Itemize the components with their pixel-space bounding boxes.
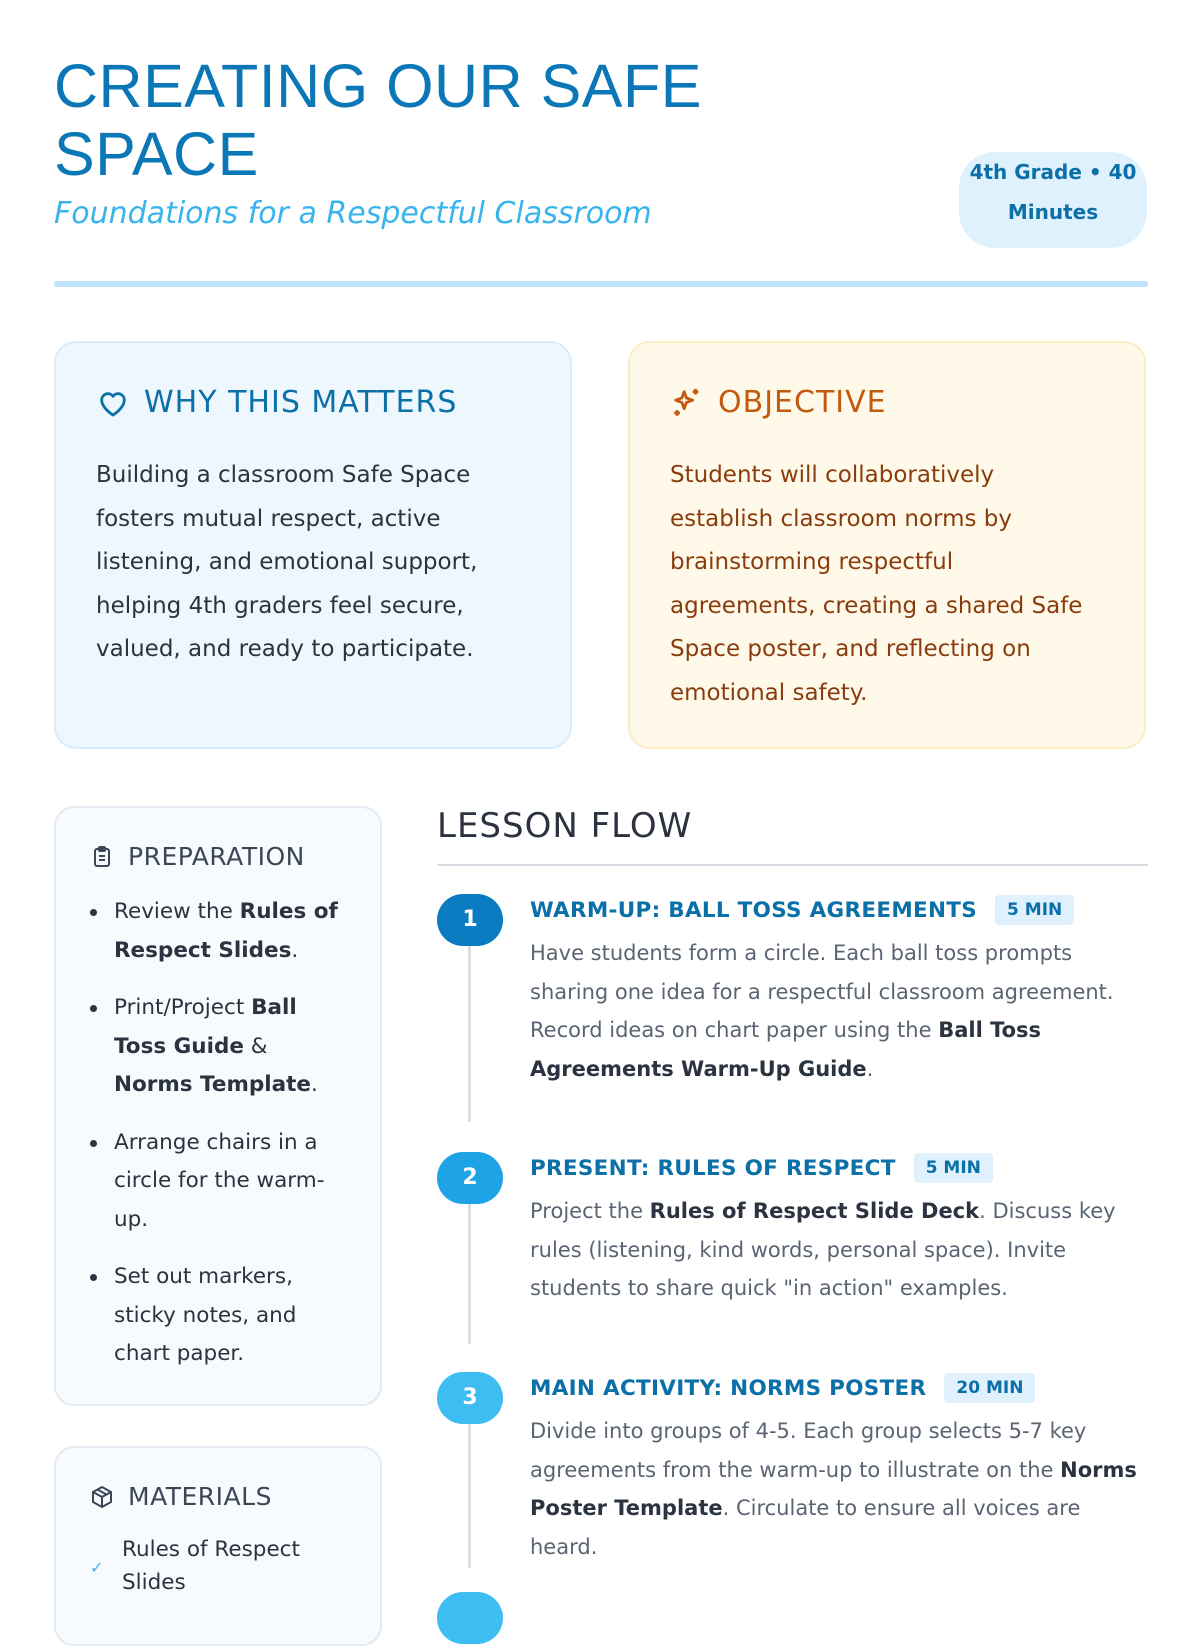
prep-item-text: Review the [114,899,240,924]
step-header [530,1152,1148,1184]
preparation-panel [54,806,382,1406]
lesson-flow-divider [437,864,1148,866]
prep-item-bold: Rules of Respect Slides [114,899,338,963]
step-description [530,934,1148,1088]
step-desc-text: . [866,1056,874,1081]
why-card-body: Building a classroom Safe Space fosters mutual respect, active listening, and emotional support, helping 4th graders feel secure, valued, and ready to participate. [96,462,478,662]
step-timeline-line [468,1424,471,1568]
step-content [530,1152,1148,1308]
objective-card-header [670,385,1104,420]
step-description [530,1192,1148,1308]
why-this-matters-card [54,341,572,749]
objective-card-body: Students will collaboratively establish classroom norms by brainstorming respectful agreements, creating a shared Safe Space poster, and reflecting on emotional safety. [670,462,1083,706]
prep-item-bold: Ball Toss Guide [114,995,297,1059]
lesson-step [437,1592,1148,1632]
materials-header [90,1482,346,1511]
grade-duration-badge [959,152,1147,248]
prep-item-text: Print/Project [114,995,252,1020]
step-description [530,1412,1148,1566]
prep-item-text: Set out markers, sticky notes, and chart paper. [114,1264,297,1366]
lesson-step [437,1152,1148,1348]
prep-item-text: Arrange chairs in a circle for the warm-up. [114,1129,325,1232]
clipboard-icon [90,845,114,869]
step-number-badge: 3 [437,1372,503,1424]
materials-item-label: Rules of Respect Slides [122,1537,300,1595]
lesson-flow-title: LESSON FLOW [437,806,693,846]
sparkles-icon [670,386,704,420]
prep-item-bold: Norms Template [114,1072,311,1097]
lesson-step [437,1372,1148,1572]
preparation-item [114,1258,346,1374]
heart-icon [96,386,130,420]
step-number-badge: 2 [437,1152,503,1204]
preparation-item [114,893,346,970]
prep-item-text: . [291,937,299,963]
step-desc-text: Divide into groups of 4-5. Each group selects 5-7 key agreements from the warm-up to illustrate on the [530,1419,1087,1482]
objective-card-title: OBJECTIVE [718,385,887,420]
step-desc-bold: Ball Toss Agreements Warm-Up Guide [530,1018,1042,1081]
step-duration-tag: 20 MIN [944,1373,1035,1403]
step-content [530,1372,1148,1566]
preparation-title: PREPARATION [128,842,305,871]
package-icon [90,1485,114,1509]
step-desc-text: . Circulate to ensure all voices are heard. [530,1496,1081,1559]
preparation-header [90,842,346,871]
step-title: PRESENT: RULES OF RESPECT [530,1155,896,1181]
check-icon: ✓ [90,1558,104,1577]
preparation-item [114,989,346,1105]
header-divider [54,281,1148,287]
badge-line-1: 4th Grade • 40 [969,160,1137,184]
step-desc-bold: Rules of Respect Slide Deck [649,1199,980,1223]
prep-item-text: & [243,1033,268,1059]
step-title: MAIN ACTIVITY: NORMS POSTER [530,1375,927,1401]
preparation-item [114,1124,346,1240]
step-duration-tag: 5 MIN [914,1153,993,1183]
step-desc-bold: Norms Poster Template [530,1457,1137,1520]
step-timeline-line [468,1204,471,1344]
preparation-list [90,893,346,1374]
why-card-header [96,385,530,420]
objective-card [628,341,1146,749]
page-title: CREATING OUR SAFE SPACE [54,52,702,188]
lesson-plan-page [54,0,1148,1600]
prep-item-text: . [310,1072,318,1097]
badge-line-2: Minutes [1007,200,1099,224]
step-timeline-line [468,946,471,1122]
step-desc-text: Have students form a circle. Each ball toss prompts sharing one idea for a respectful classroom agreement. Record ideas on chart paper using the [530,941,1114,1042]
step-desc-text: . Discuss key rules (listening, kind words, personal space). Invite students to share quick "in action" examples. [530,1199,1116,1300]
materials-panel [54,1446,382,1646]
step-duration-tag: 5 MIN [995,895,1074,925]
materials-title: MATERIALS [128,1482,272,1511]
lesson-step [437,894,1148,1126]
step-header [530,894,1148,926]
step-content [530,894,1148,1088]
page-subtitle: Foundations for a Respectful Classroom [54,196,652,231]
step-header [530,1372,1148,1404]
why-card-title: WHY THIS MATTERS [144,385,458,420]
step-title: WARM-UP: BALL TOSS AGREEMENTS [530,897,978,923]
step-desc-text: Project the [530,1199,650,1223]
materials-item [90,1533,346,1599]
step-number-badge: 1 [437,894,503,946]
